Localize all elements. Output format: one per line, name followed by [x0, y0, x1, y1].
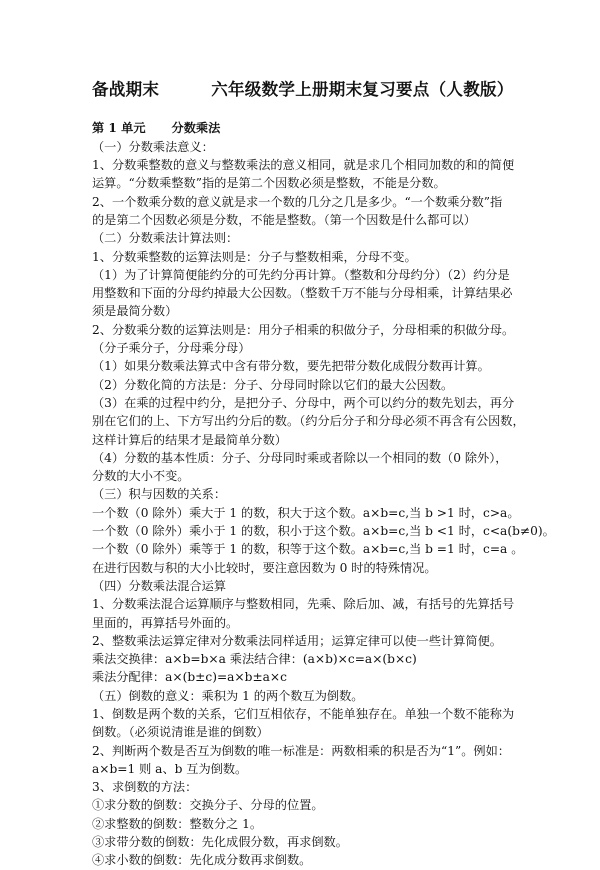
text-line: 2、整数乘法运算定律对分数乘法同样适用；运算定律可以使一些计算简便。	[92, 633, 502, 648]
text-line: 倒数。（必须说清谁是谁的倒数）	[92, 725, 269, 740]
text-line: 这样计算后的结果才是最简单分数）	[92, 432, 287, 447]
unit-label: 第 1 单元	[92, 121, 146, 135]
text-line: （一）分数乘法意义：	[92, 139, 214, 154]
text-line: a×b=1 则 a、b 互为倒数。	[92, 761, 248, 776]
document-body	[92, 119, 555, 870]
text-line: （分子乘分子，分母乘分母）	[92, 341, 251, 356]
text-line: ④求小数的倒数：先化成分数再求倒数。	[92, 853, 312, 868]
text-line: 乘法分配律：a×(b±c)=a×b±a×c	[92, 670, 287, 685]
text-line: 2、分数乘分数的运算法则是：用分子相乘的积做分子，分母相乘的积做分母。	[92, 322, 515, 337]
title-main: 六年级数学上册期末复习要点（人教版）	[211, 80, 514, 99]
text-line: 1、分数乘法混合运算顺序与整数相同，先乘、除后加、减，有括号的先算括号	[92, 597, 515, 612]
unit-title: 分数乘法	[171, 121, 221, 135]
text-line: 3、求倒数的方法：	[92, 780, 198, 795]
text-line: 2、判断两个数是否互为倒数的唯一标准是：两数相乘的积是否为“1”。例如：	[92, 743, 510, 758]
text-line: ③求带分数的倒数：先化成假分数，再求倒数。	[92, 835, 348, 850]
text-line: （四）分数乘法混合运算	[92, 578, 227, 593]
text-line: 一个数（0 除外）乘等于 1 的数，积等于这个数。a×b=c,当 b =1 时，c=a 。	[92, 542, 524, 557]
text-line: （1）如果分数乘法算式中含有带分数，要先把带分数化成假分数再计算。	[92, 359, 490, 374]
text-line: （二）分数乘法计算法则：	[92, 231, 239, 246]
text-line: 用整数和下面的分母约掉最大公因数。（整数千万不能与分母相乘，计算结果必	[92, 286, 513, 301]
text-line: （三）积与因数的关系：	[92, 487, 227, 502]
text-line: 一个数（0 除外）乘大于 1 的数，积大于这个数。a×b=c,当 b >1 时，c>a。	[92, 505, 520, 520]
text-line: ②求整数的倒数：整数分之 1。	[92, 816, 263, 831]
text-line: 1、倒数是两个数的关系，它们互相依存，不能单独存在。单独一个数不能称为	[92, 707, 515, 721]
text-line: （五）倒数的意义：乘积为 1 的两个数互为倒数。	[92, 688, 364, 703]
text-line: 的是第二个因数必须是分数，不能是整数。（第一个因数是什么都可以）	[92, 212, 476, 227]
text-line: 里面的，再算括号外面的。	[92, 615, 239, 630]
text-line: 须是最简分数）	[92, 304, 178, 319]
text-line: （2）分数化简的方法是：分子、分母同时除以它们的最大公因数。	[92, 377, 454, 392]
text-line: 1、分数乘整数的意义与整数乘法的意义相同，就是求几个相同加数的和的简便	[92, 158, 515, 173]
text-line: 一个数（0 除外）乘小于 1 的数，积小于这个数。a×b=c,当 b <1 时，c<a(b≠0)。	[92, 524, 555, 539]
title-prefix: 备战期末	[92, 80, 160, 99]
text-line: ①求分数的倒数：交换分子、分母的位置。	[92, 798, 324, 813]
text-line: 1、分数乘整数的运算法则是：分子与整数相乘，分母不变。	[92, 249, 417, 264]
text-line: 运算。“分数乘整数”指的是第二个因数必须是整数，不能是分数。	[92, 176, 446, 191]
text-line: 乘法交换律：a×b=b×a 乘法结合律：(a×b)×c=a×(b×c)	[92, 652, 417, 667]
text-line: （3）在乘的过程中约分，是把分子、分母中，两个可以约分的数先划去，再分	[92, 395, 515, 410]
text-line: 别在它们的上、下方写出约分后的数。（约分后分子和分母必须不再含有公因数，	[92, 414, 525, 429]
text-line: 分数的大小不变。	[92, 469, 190, 484]
text-line: 2、一个数乘分数的意义就是求一个数的几分之几是多少。“一个数乘分数”指	[92, 194, 503, 209]
text-line: （4）分数的基本性质：分子、分母同时乘或者除以一个相同的数（0 除外），	[92, 450, 508, 465]
document-title	[92, 76, 514, 100]
text-line: 在进行因数与积的大小比较时，要注意因数为 0 时的特殊情况。	[92, 560, 437, 575]
text-line: （1）为了计算简便能约分的可先约分再计算。（整数和分母约分）（2）约分是	[92, 267, 510, 282]
unit-heading	[92, 119, 522, 138]
